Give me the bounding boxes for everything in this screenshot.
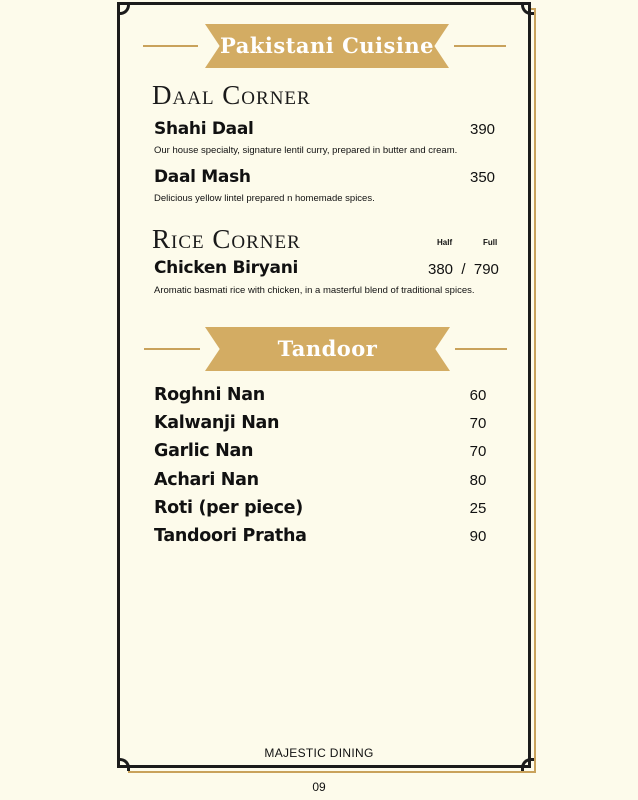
tandoor-item-price: 80 (469, 472, 487, 489)
tandoor-item-price: 60 (469, 387, 487, 404)
tandoor-item-name: Kalwanji Nan (154, 413, 280, 433)
cuisine-banner (0, 24, 638, 68)
menu-item-description: Delicious yellow lintel prepared n homemade spices. (154, 193, 375, 204)
menu-item-price: 380 / 790 (428, 261, 499, 278)
footer-brand: MAJESTIC DINING (264, 746, 374, 760)
section-title-daal: Daal Corner (152, 80, 311, 110)
menu-item-description: Our house specialty, signature lentil curry, prepared in butter and cream. (154, 145, 458, 156)
tandoor-item-name: Achari Nan (154, 470, 259, 490)
column-header-half: Half (437, 238, 453, 247)
page-number: 09 (312, 780, 326, 794)
tandoor-item-name: Roghni Nan (154, 385, 265, 405)
tandoor-banner (0, 327, 638, 371)
tandoor-item-name: Garlic Nan (154, 441, 254, 461)
tandoor-item-price: 90 (469, 528, 487, 545)
menu-item-price: 390 (470, 121, 496, 138)
section-title-rice: Rice Corner (152, 224, 301, 254)
banner-rule-right (455, 348, 507, 350)
banner-title: Tandoor (277, 336, 378, 361)
banner-rule-left (144, 348, 200, 350)
menu-item-name: Shahi Daal (154, 119, 254, 139)
column-header-full: Full (483, 238, 498, 247)
menu-item-description: Aromatic basmati rice with chicken, in a masterful blend of traditional spices. (154, 285, 475, 296)
tandoor-item-name: Tandoori Pratha (154, 526, 307, 546)
tandoor-item-price: 70 (469, 415, 487, 432)
tandoor-item-price: 70 (469, 443, 487, 460)
banner-rule-right (454, 45, 506, 47)
menu-item-price: 350 (470, 169, 496, 186)
menu-item-name: Chicken Biryani (154, 258, 299, 278)
banner-rule-left (143, 45, 198, 47)
banner-title: Pakistani Cuisine (220, 33, 434, 58)
tandoor-item-price: 25 (469, 500, 487, 517)
tandoor-item-name: Roti (per piece) (154, 498, 303, 518)
menu-item-name: Daal Mash (154, 167, 251, 187)
